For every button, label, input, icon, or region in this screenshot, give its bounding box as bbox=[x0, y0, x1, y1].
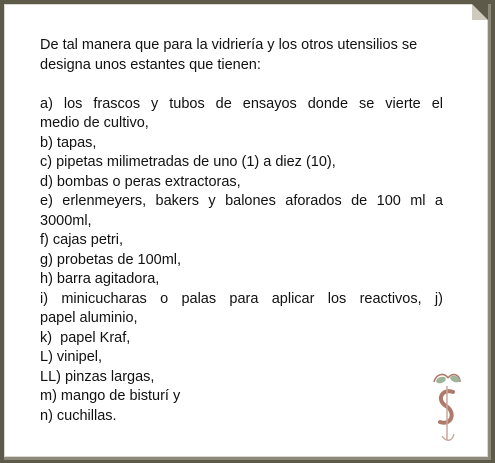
list-item: n) cuchillas. bbox=[40, 407, 117, 424]
list-item: i) minicucharas o palas para aplicar los reactivos, j) bbox=[40, 290, 443, 307]
leaf-s-logo-icon bbox=[426, 370, 468, 446]
list-item: c) pipetas milimetradas de uno (1) a diez (10), bbox=[40, 154, 336, 170]
list-item: b) tapas, bbox=[40, 134, 97, 151]
document-text bbox=[40, 36, 443, 426]
list-item: d) bombas o peras extractoras, bbox=[40, 173, 241, 190]
list-item: medio de cultivo, bbox=[40, 115, 149, 131]
list-item: L) vinipel, bbox=[40, 349, 103, 365]
list-item: a) los frascos y tubos de ensayos donde se vierte el bbox=[40, 95, 443, 112]
document-page bbox=[4, 4, 491, 460]
list-item: g) probetas de 100ml, bbox=[40, 251, 182, 268]
list-item: h) barra agitadora, bbox=[40, 271, 160, 287]
list-item: LL) pinzas largas, bbox=[40, 368, 155, 385]
page-corner-fold bbox=[472, 4, 488, 20]
intro-paragraph: De tal manera que para la vidriería y los otros utensilios se designa unos estantes que tienen: bbox=[40, 37, 418, 73]
list-item: m) mango de bisturí y bbox=[40, 388, 181, 404]
list-item: e) erlenmeyers, bakers y balones aforados de 100 ml a bbox=[40, 193, 443, 209]
list-item: 3000ml, bbox=[40, 212, 92, 229]
list-item: papel aluminio, bbox=[40, 310, 138, 326]
list-item: f) cajas petri, bbox=[40, 232, 123, 248]
list-item: k) papel Kraf, bbox=[40, 329, 131, 346]
